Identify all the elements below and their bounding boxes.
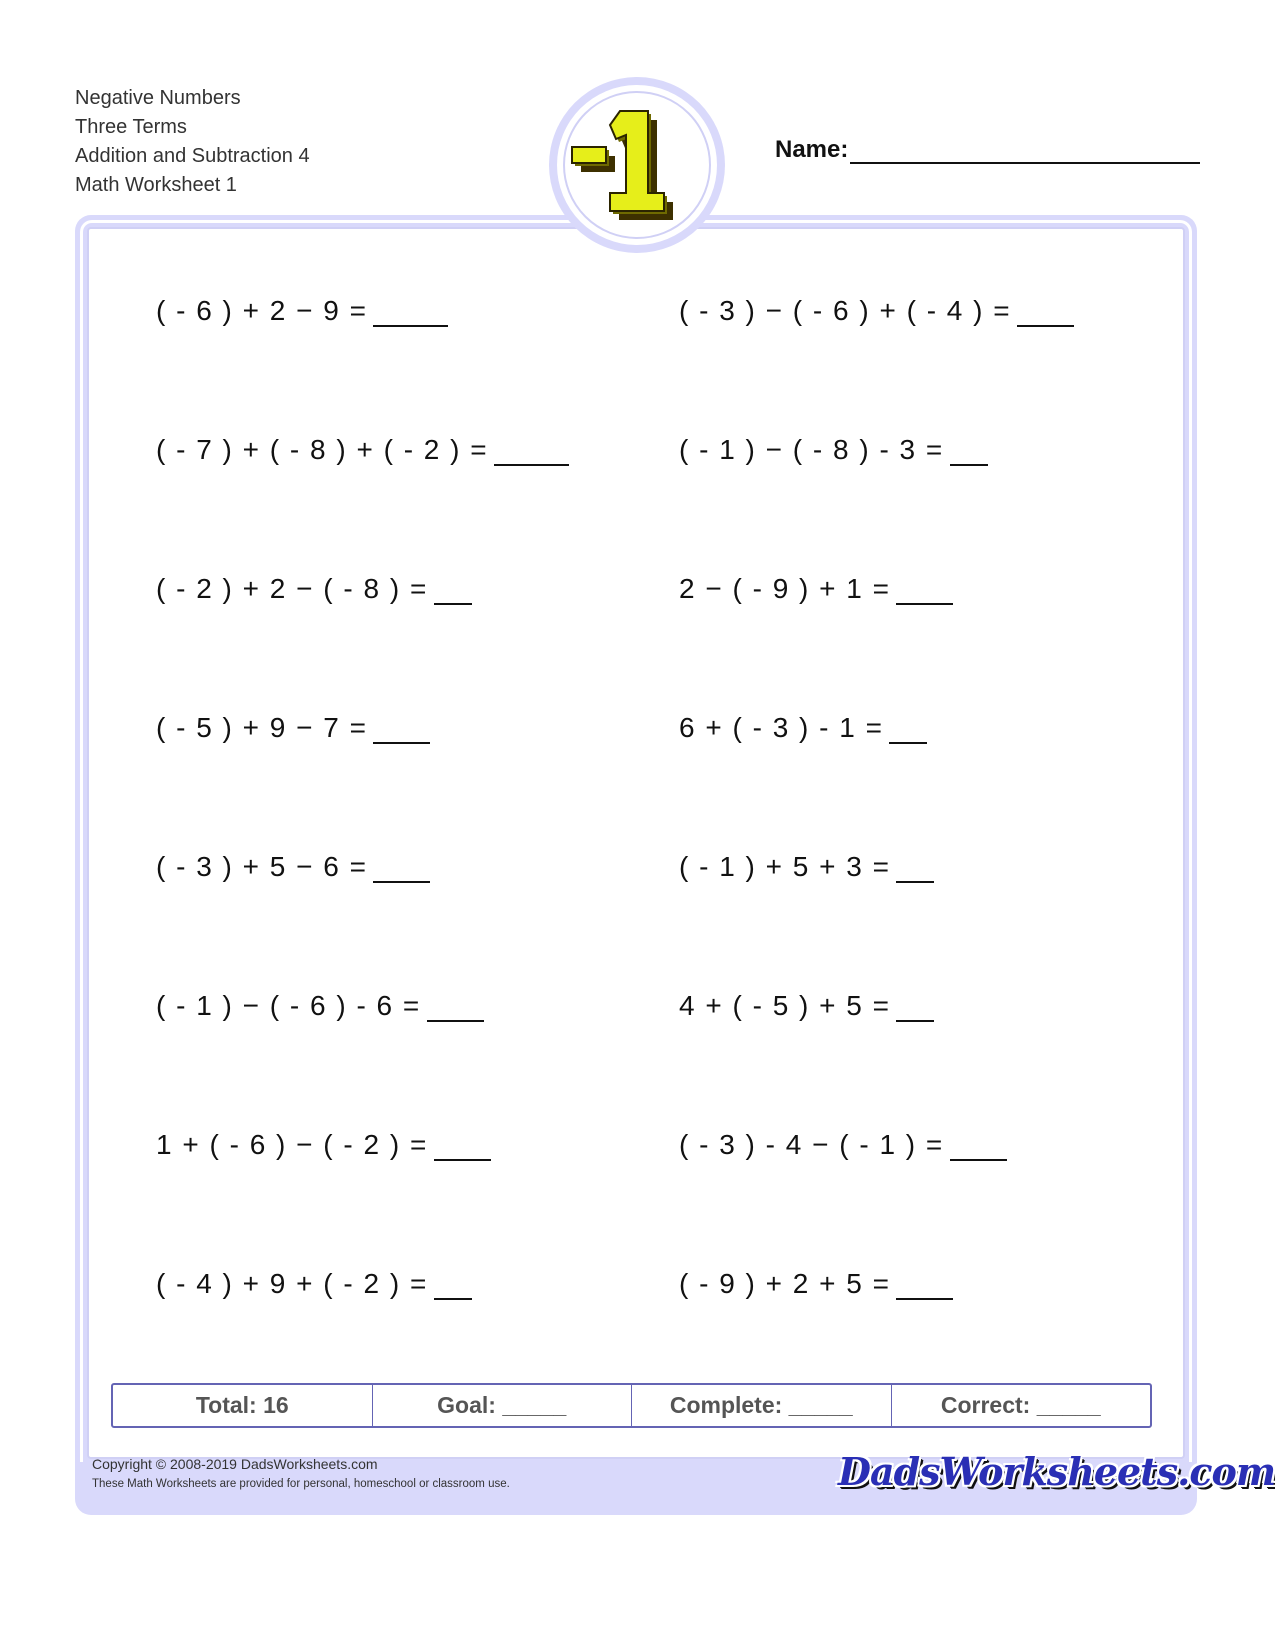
header-subtopic: Three Terms	[75, 116, 187, 138]
name-blank-line[interactable]	[850, 136, 1200, 164]
problem-expression: ( - 3 ) − ( - 6 ) + ( - 4 ) =	[679, 295, 1012, 326]
problem-expression: ( - 6 ) + 2 − 9 =	[156, 295, 368, 326]
answer-blank[interactable]	[434, 1268, 472, 1300]
answer-blank[interactable]	[896, 573, 953, 605]
usage-text: These Math Worksheets are provided for personal, homeschool or classroom use.	[92, 1478, 510, 1490]
answer-blank[interactable]	[896, 990, 934, 1022]
problem-expression: ( - 4 ) + 9 + ( - 2 ) =	[156, 1268, 428, 1299]
answer-blank[interactable]	[373, 851, 430, 883]
brand-logo: DadsWorksheets.com	[838, 1449, 1275, 1494]
answer-blank[interactable]	[373, 295, 448, 327]
problem-left-8	[156, 1268, 472, 1300]
problem-left-4	[156, 712, 430, 744]
score-total: Total: 16	[113, 1385, 373, 1426]
problem-right-1	[679, 295, 1074, 327]
name-field[interactable]	[775, 134, 1200, 164]
answer-blank[interactable]	[889, 712, 927, 744]
problem-right-6	[679, 990, 934, 1022]
answer-blank[interactable]	[950, 1129, 1007, 1161]
problem-expression: ( - 7 ) + ( - 8 ) + ( - 2 ) =	[156, 434, 489, 465]
problem-right-5	[679, 851, 934, 883]
problem-expression: ( - 5 ) + 9 − 7 =	[156, 712, 368, 743]
answer-blank[interactable]	[373, 712, 430, 744]
worksheet-header	[75, 84, 310, 200]
score-table	[111, 1383, 1152, 1428]
copyright-text: Copyright © 2008-2019 DadsWorksheets.com	[92, 1456, 378, 1472]
score-correct[interactable]: Correct: _____	[940, 1392, 1101, 1418]
problem-expression: 1 + ( - 6 ) − ( - 2 ) =	[156, 1129, 428, 1160]
problem-left-1	[156, 295, 448, 327]
problem-left-6	[156, 990, 484, 1022]
problem-left-5	[156, 851, 430, 883]
answer-blank[interactable]	[896, 851, 934, 883]
problem-expression: ( - 1 ) − ( - 6 ) - 6 =	[156, 990, 421, 1021]
problem-left-7	[156, 1129, 491, 1161]
problem-expression: 4 + ( - 5 ) + 5 =	[679, 990, 891, 1021]
score-goal[interactable]: Goal: _____	[373, 1385, 633, 1426]
problem-left-3	[156, 573, 472, 605]
negative-one-logo-icon	[570, 105, 705, 225]
header-worksheet-number: Math Worksheet 1	[75, 174, 237, 196]
problem-right-8	[679, 1268, 953, 1300]
problem-expression: ( - 3 ) + 5 − 6 =	[156, 851, 368, 882]
problem-expression: ( - 9 ) + 2 + 5 =	[679, 1268, 891, 1299]
problem-expression: 6 + ( - 3 ) - 1 =	[679, 712, 884, 743]
problem-right-4	[679, 712, 927, 744]
footer	[92, 1454, 510, 1492]
answer-blank[interactable]	[434, 573, 472, 605]
problem-right-2	[679, 434, 988, 466]
answer-blank[interactable]	[950, 434, 988, 466]
problem-left-2	[156, 434, 569, 466]
problem-right-3	[679, 573, 953, 605]
answer-blank[interactable]	[427, 990, 484, 1022]
problem-right-7	[679, 1129, 1007, 1161]
score-complete[interactable]: Complete: _____	[632, 1385, 892, 1426]
header-topic: Negative Numbers	[75, 87, 241, 109]
name-label: Name:	[775, 136, 849, 163]
problem-expression: ( - 2 ) + 2 − ( - 8 ) =	[156, 573, 428, 604]
answer-blank[interactable]	[896, 1268, 953, 1300]
problem-expression: ( - 1 ) − ( - 8 ) - 3 =	[679, 434, 944, 465]
answer-blank[interactable]	[1017, 295, 1074, 327]
problem-expression: 2 − ( - 9 ) + 1 =	[679, 573, 891, 604]
answer-blank[interactable]	[434, 1129, 491, 1161]
problem-expression: ( - 1 ) + 5 + 3 =	[679, 851, 891, 882]
answer-blank[interactable]	[494, 434, 569, 466]
problem-expression: ( - 3 ) - 4 − ( - 1 ) =	[679, 1129, 944, 1160]
header-operation: Addition and Subtraction 4	[75, 145, 310, 167]
